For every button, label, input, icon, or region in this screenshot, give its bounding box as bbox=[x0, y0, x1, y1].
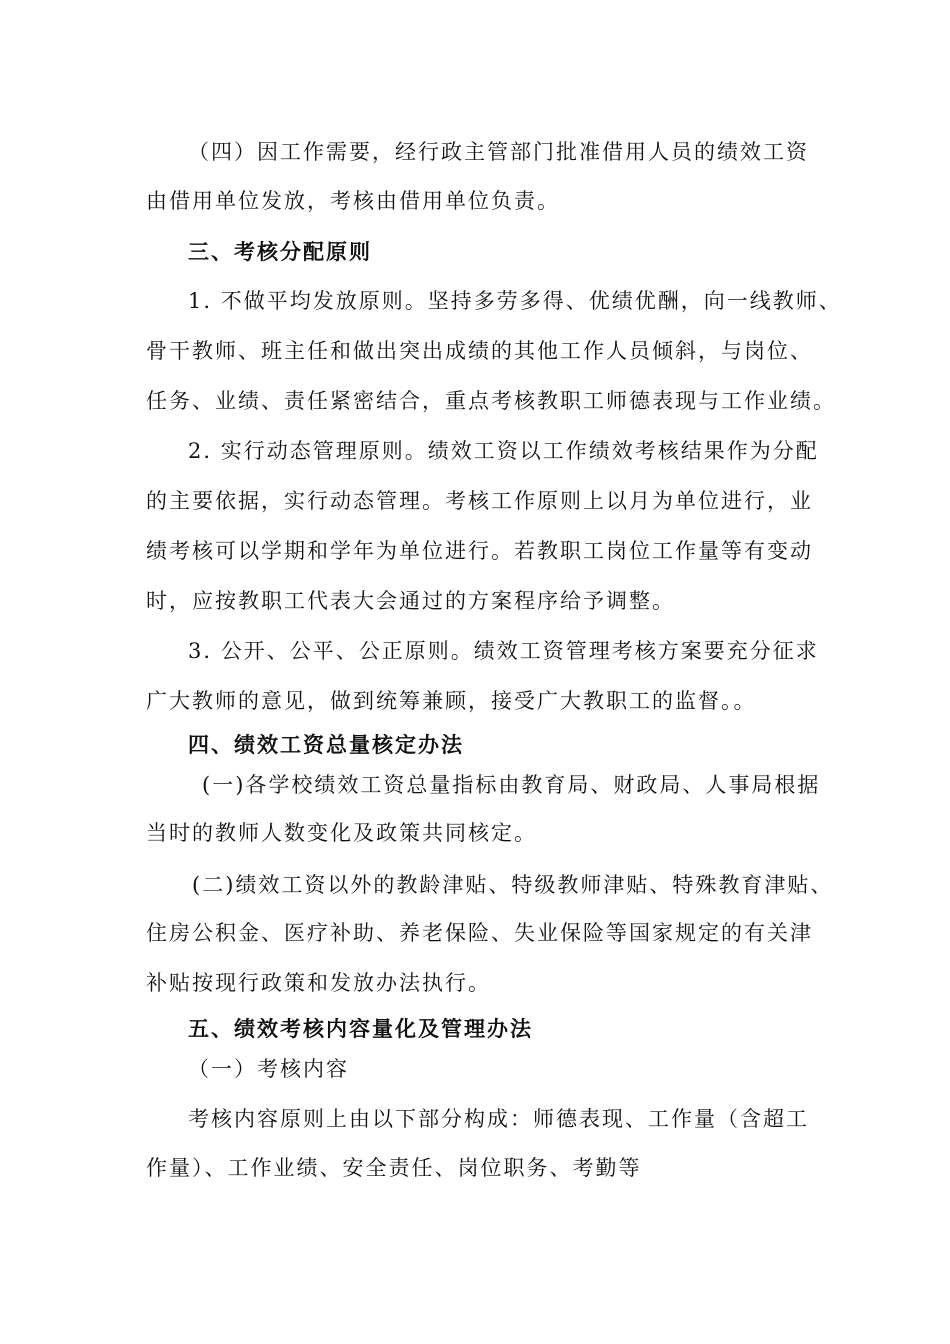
paragraph-line: 1. 不做平均发放原则。坚持多劳多得、优绩优酬，向一线教师、 bbox=[188, 289, 842, 313]
section-heading: 三、考核分配原则 bbox=[188, 239, 372, 264]
paragraph-line: 2. 实行动态管理原则。绩效工资以工作绩效考核结果作为分配 bbox=[188, 439, 819, 463]
paragraph-line: 时，应按教职工代表大会通过的方案程序给予调整。 bbox=[146, 589, 675, 613]
paragraph-line: 考核内容原则上由以下部分构成：师德表现、工作量（含超工 bbox=[188, 1107, 809, 1131]
section-heading: 四、绩效工资总量核定办法 bbox=[188, 732, 464, 757]
paragraph-line: 补贴按现行政策和发放办法执行。 bbox=[146, 971, 491, 995]
paragraph-line: (二)绩效工资以外的教龄津贴、特级教师津贴、特殊教育津贴、 bbox=[192, 873, 834, 897]
paragraph-line: 任务、业绩、责任紧密结合，重点考核教职工师德表现与工作业绩。 bbox=[146, 389, 836, 413]
paragraph-line: 广大教师的意见，做到统筹兼顾，接受广大教职工的监督。。 bbox=[146, 689, 757, 713]
paragraph-line: 3. 公开、公平、公正原则。绩效工资管理考核方案要充分征求 bbox=[188, 639, 819, 663]
paragraph-line: 绩考核可以学期和学年为单位进行。若教职工岗位工作量等有变动 bbox=[146, 539, 813, 563]
paragraph-line: 的主要依据，实行动态管理。考核工作原则上以月为单位进行，业 bbox=[146, 489, 813, 513]
paragraph-line: (一)各学校绩效工资总量指标由教育局、财政局、人事局根据 bbox=[202, 773, 821, 797]
subsection-heading: （一）考核内容 bbox=[188, 1057, 349, 1081]
paragraph-line: 作量）、工作业绩、安全责任、岗位职务、考勤等 bbox=[146, 1156, 642, 1180]
paragraph-line: （四）因工作需要，经行政主管部门批准借用人员的绩效工资 bbox=[188, 140, 809, 164]
paragraph-line: 由借用单位发放，考核由借用单位负责。 bbox=[146, 189, 560, 213]
section-heading: 五、绩效考核内容量化及管理办法 bbox=[188, 1016, 533, 1041]
paragraph-line: 骨干教师、班主任和做出突出成绩的其他工作人员倾斜，与岗位、 bbox=[146, 339, 813, 363]
paragraph-line: 住房公积金、医疗补助、养老保险、失业保险等国家规定的有关津 bbox=[146, 921, 813, 945]
paragraph-line: 当时的教师人数变化及政策共同核定。 bbox=[146, 821, 537, 845]
